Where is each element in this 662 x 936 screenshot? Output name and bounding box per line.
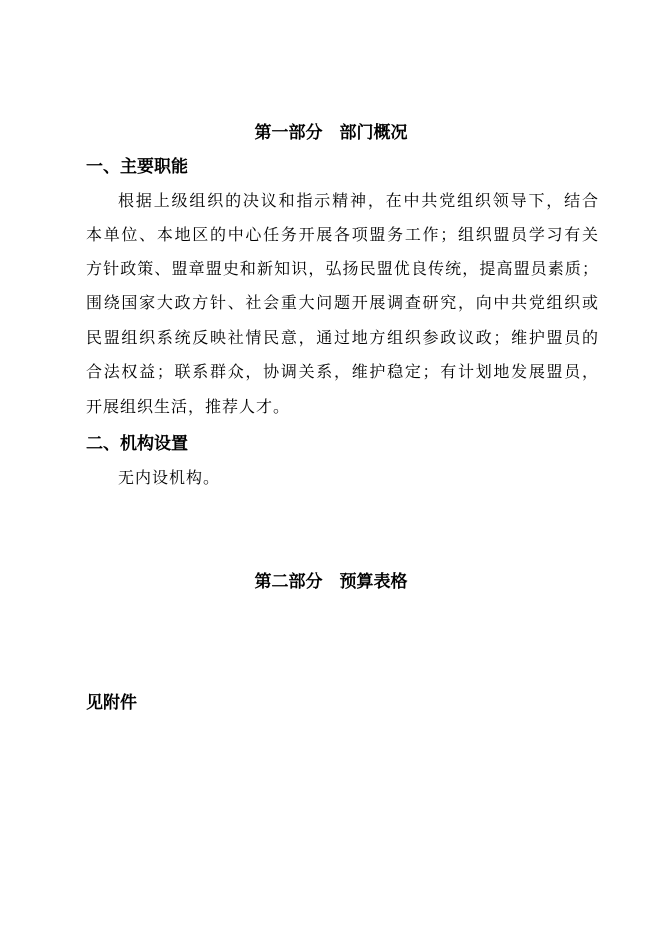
paragraph-line: 围绕国家大政方针、社会重大问题开展调查研究，向中共党组织或 — [86, 293, 598, 312]
section2-text: 无内设机构。 — [118, 468, 221, 487]
part1-title: 第一部分 部门概况 — [254, 123, 408, 143]
paragraph-line: 根据上级组织的决议和指示精神，在中共党组织领导下，结合 — [118, 191, 598, 210]
section2-heading: 二、机构设置 — [86, 434, 188, 454]
section1-heading: 一、主要职能 — [86, 157, 188, 177]
paragraph-line: 本单位、本地区的中心任务开展各项盟务工作；组织盟员学习有关 — [86, 225, 598, 244]
attachment-note: 见附件 — [86, 693, 137, 713]
paragraph-line: 合法权益；联系群众，协调关系，维护稳定；有计划地发展盟员， — [86, 362, 598, 381]
paragraph-line: 民盟组织系统反映社情民意，通过地方组织参政议政；维护盟员的 — [86, 328, 598, 347]
paragraph-line: 方针政策、盟章盟史和新知识，弘扬民盟优良传统，提高盟员素质； — [86, 259, 598, 278]
paragraph-line: 开展组织生活，推荐人才。 — [86, 397, 291, 416]
part2-title: 第二部分 预算表格 — [254, 572, 408, 592]
